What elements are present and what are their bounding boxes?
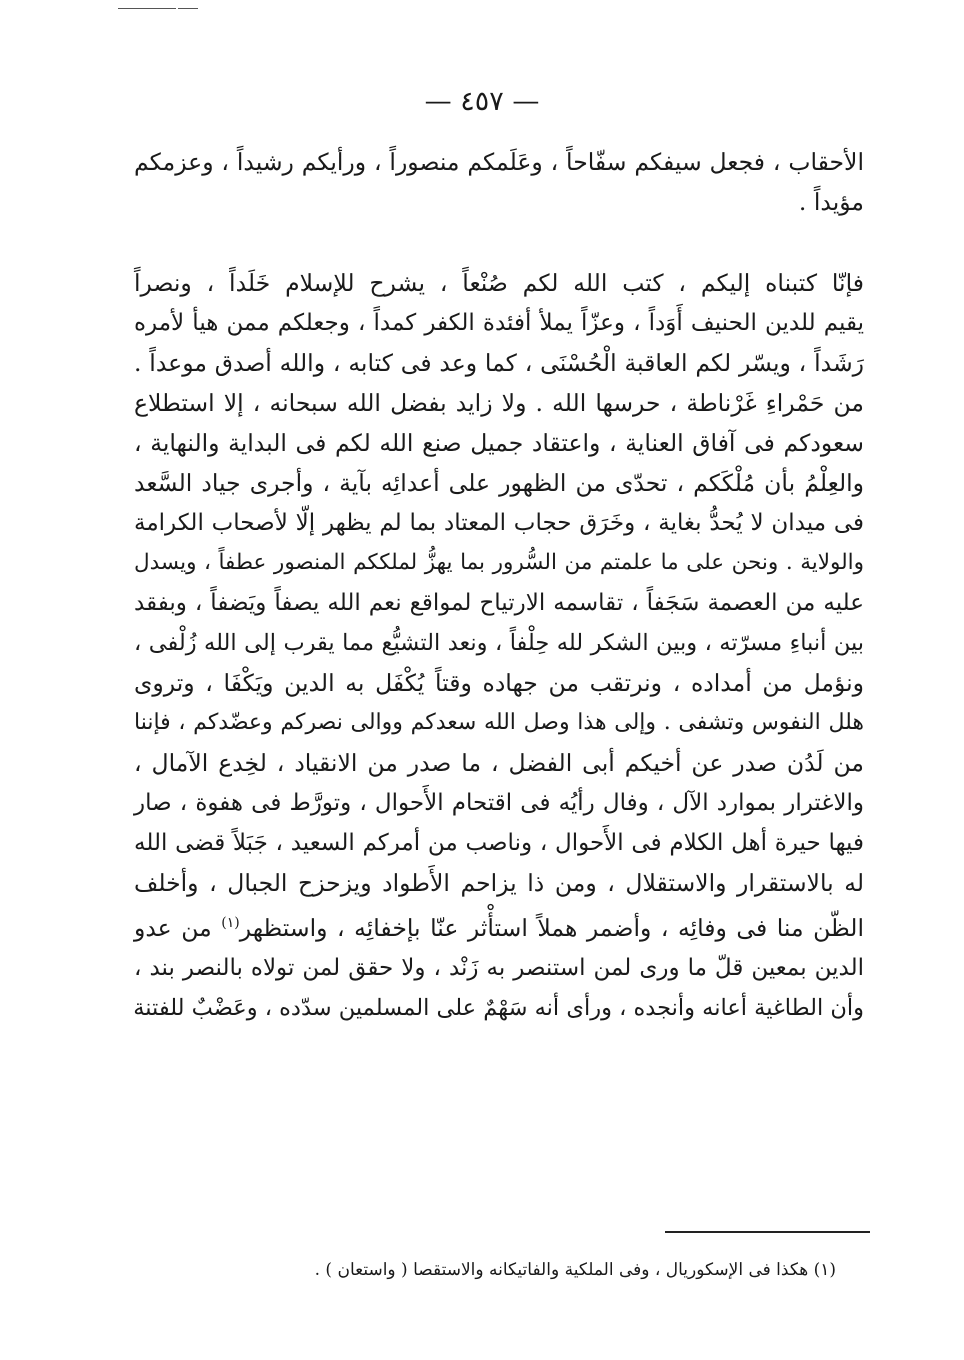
text-line: يقيم للدين الحنيف أَوَداً ، وعزّاً يملأ أفئدة الكفر كمداً ، وجعلكم ممن هيأ لأمره <box>134 310 864 336</box>
text-line: فيها حيرة أهل الكلام فى الأَحوال ، وناصب من أمركم السعيد ، جَبَلاً قضى الله <box>134 830 864 856</box>
text-line-with-footnote <box>134 903 864 948</box>
paragraph-1 <box>134 142 864 222</box>
text-line: والعِلْمُ بأن مُلْكَكم ، تحدّى من الظهور على أعدائِه بآية ، وأجرى جياد السَّعد <box>134 469 864 497</box>
text-line: بين أنباءِ مسرّته ، وبين الشكر لله حِلْفاً ، ونعد التشيُّع مما يقرب إلى الله زُلْفى ، <box>134 630 864 656</box>
footnote-rule <box>665 1231 870 1233</box>
text-line: من لَدُن صدر عن أخيكم أبى الفضل ، ما صدر من الانقياد ، لخِدع الآمال ، <box>134 749 864 777</box>
text-line: ونؤمل من أمداده ، ونرتقب من جهاده وقتاً يُكْفَل به الدين ويَكْفَا ، وتروى <box>134 669 864 697</box>
text-line: الدين بمعين قلّ ما ورى لمن استنصر به زَنْد ، ولا حقق لمن تولاه بالنصر بند ، <box>134 954 864 981</box>
text-line: رَشَداً ، ويسّر لكم العاقبة الْحُسْنَى ، كما وعد فى كتابه ، والله أصدق موعداً . <box>134 349 864 377</box>
top-rule-short <box>178 8 198 9</box>
text-line: له بالاستقرار والاستقلال ، ومن ذا يزاحم الأَطواد ويزحزح الجبال ، وأخلف <box>134 869 864 897</box>
text-line: سعودكم فى آفاق العناية ، واعتقاد جميل صنع الله لكم فى البداية والنهاية ، <box>134 429 864 457</box>
text-line: من حَمْراءِ غَرْناطة ، حرسها الله . ولا زايد بفضل الله سبحانه ، إلا استطلاع <box>134 389 864 417</box>
text-line: والولاية . ونحن على ما علمتم من السُّرور بما يهزُّ لملككم المنصور عطفاً ، ويسدل <box>134 550 864 575</box>
top-rule <box>118 8 176 9</box>
page-number: — ٤٥٧ — <box>424 86 540 117</box>
text-line: فإنّا كتبناه إليكم ، كتب الله لكم صُنْعاً ، يشرح للإسلام خَلَداً ، ونصراً <box>134 269 864 297</box>
paragraph-2 <box>134 263 864 1028</box>
text-line: والاغترار بموارد الآل ، وفال رأيُه فى اقتحام الأَحوال ، وتورَّط فى هفوة ، صار <box>134 790 864 816</box>
text-segment: الظّن منا فى وفائِه ، وأضمر هملاً استأْثر عنّا بإخفائِه ، واستظهر <box>239 913 864 942</box>
text-line: الأحقاب ، فجعل سيفكم سفّاحاً ، وعَلَمكم منصوراً ، ورأيكم رشيداً ، وعزمكم <box>134 148 864 176</box>
text-line: هلل النفوس وتشفى . وإلى هذا وصل الله سعدكم ووالى نصركم وعضّدكم ، فإننا <box>134 710 864 735</box>
text-segment: من عدو <box>134 913 212 942</box>
text-line: فى ميدان لا يُحدُّ بغاية ، وخَرَق حجاب المعتاد بما لم يظهر إلّا لأصحاب الكرامة <box>134 510 864 536</box>
text-line: وأن الطاغية أعانه وأنجده ، ورأى أنه سَهْمٌ على المسلمين سدّده ، وعَضْبٌ للفتنة <box>133 994 864 1021</box>
text-line: مؤيداً . <box>798 188 864 216</box>
text-line: عليه من العصمة سَجَفاً ، تقاسمه الارتياح لمواقع نعم الله يصفاً ويَضفاً ، وبفقد <box>134 590 864 616</box>
footnote: (١) هكذا فى الإسكوريال ، وفى الملكية والفاتيكانه والاستقصا ( واستعان ) . <box>314 1260 836 1280</box>
footnote-marker: (١) <box>221 915 240 931</box>
